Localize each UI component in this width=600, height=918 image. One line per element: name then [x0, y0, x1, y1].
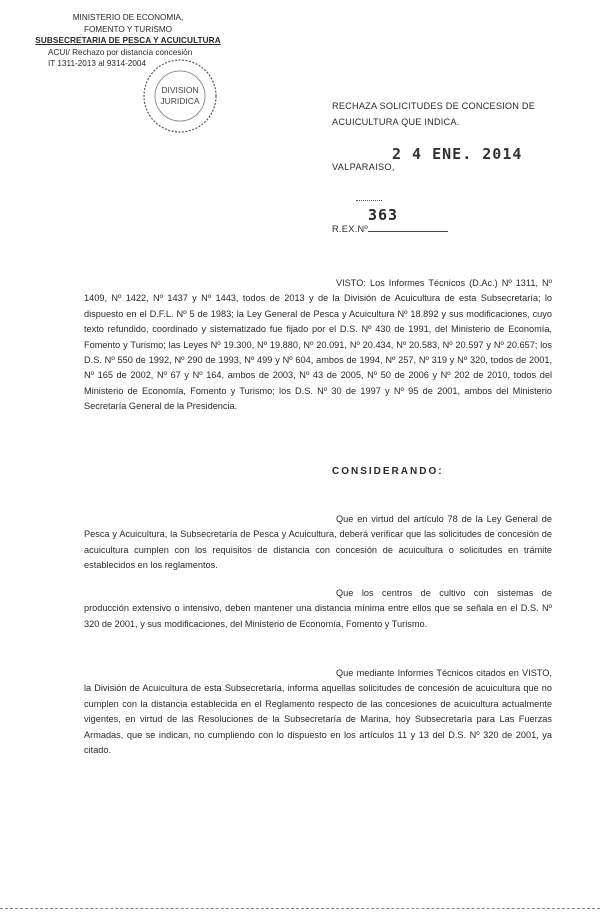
subsecretaria-name: SUBSECRETARIA DE PESCA Y ACUICULTURA — [35, 36, 221, 45]
page-bottom-rule — [0, 908, 600, 909]
considerando-heading: CONSIDERANDO: — [332, 466, 444, 477]
reference-line-1: ACUI/ Rechazo por distancia concesión — [48, 47, 193, 57]
date-stamp: 2 4 ENE. 2014 — [392, 145, 523, 163]
visto-text: VISTO: Los Informes Técnicos (D.Ac.) Nº 1311, Nº 1409, Nº 1422, Nº 1437 y Nº 1443, todos de 2013 y de la División de Acuicultura de esta Subsecretaría; lo dispuesto en el D.F.L. Nº 5 de 1983; la Ley General de Pesca y Acuicultura Nº 18.892 y sus modificaciones, cuyo texto refundido, coordinado y sistematizado fue fijado por el D.S. Nº 430 de 1991, del Ministerio de Economía, Fomento y Turismo; las Leyes Nº 19.300, Nº 19.880, Nº 20.091, Nº 20.434, Nº 20.583, Nº 20.597 y Nº 20.657; los D.S. Nº 550 de 1992, Nº 290 de 1993, Nº 499 y Nº 604, ambos de 1994, Nº 257, Nº 319 y Nº 320, todos de 2001, Nº 165 de 2002, Nº 67 y Nº 164, ambos de 2003, Nº 43 de 2005, Nº 50 de 2006 y Nº 202 de 2010, todos del Ministerio de Economía, Fomento y Turismo; los D.S. Nº 30 de 1997 y Nº 95 de 2001, ambos del Ministerio Secretaría General de la Presidencia. — [84, 278, 552, 412]
resolution-number: 363 — [368, 206, 399, 224]
ministry-name-2: FOMENTO Y TURISMO — [83, 24, 173, 34]
resolution-number-line — [368, 222, 448, 232]
paragraph-text: Que mediante Informes Técnicos citados en VISTO, la División de Acuicultura de esta Subsecretaría, informa aquellas solicitudes de concesión de acuicultura que no cumplen con la distancia establecida en el Reglamento respecto de las concesiones de acuicultura actualmente vigentes, en virtud de las Resoluciones de la Subsecretaría de Marina, hoy Subsecretaría para Las Fuerzas Armadas, que se indican, no cumpliendo con lo dispuesto en los artículos 11 y 13 del D.S. Nº 320 de 2001, ya citado. — [84, 668, 552, 756]
paragraph-text: Que los centros de cultivo con sistemas de producción extensivo o intensivo, deben mantener una distancia mínima entre ellos que se señala en el D.S. Nº 320 de 2001, y sus modificaciones, del Ministerio de Economía, Fomento y Turismo. — [84, 588, 552, 629]
document-title: RECHAZA SOLICITUDES DE CONCESION DE ACUICULTURA QUE INDICA. — [332, 101, 536, 127]
division-juridica-stamp — [140, 56, 220, 136]
paragraph-text: Que en virtud del artículo 78 de la Ley General de Pesca y Acuicultura, la Subsecretaría de Pesca y Acuicultura, deberá verificar que las solicitudes de concesión de acuicultura cumplen con los requisitos de distancia con concesión de acuicultura o solicitudes en trámite establecidos en los reglamentos. — [84, 514, 552, 571]
place-label: VALPARAISO, — [332, 162, 395, 172]
considerando-paragraph-2 — [84, 586, 552, 632]
reference-line-2: IT 1311-2013 al 9314-2004 — [48, 59, 147, 68]
stamp-line-2: JURIDICA — [160, 96, 200, 106]
ministry-name: MINISTERIO DE ECONOMIA, — [72, 13, 184, 22]
resolution-label-text: R.EX.Nº — [332, 224, 369, 234]
rex-dash — [356, 200, 382, 201]
considerando-paragraph-3 — [84, 666, 552, 758]
resolution-label — [332, 222, 448, 234]
considerando-paragraph-1 — [84, 512, 552, 574]
stamp-line-1: DIVISION — [161, 85, 199, 95]
visto-paragraph — [84, 276, 552, 415]
